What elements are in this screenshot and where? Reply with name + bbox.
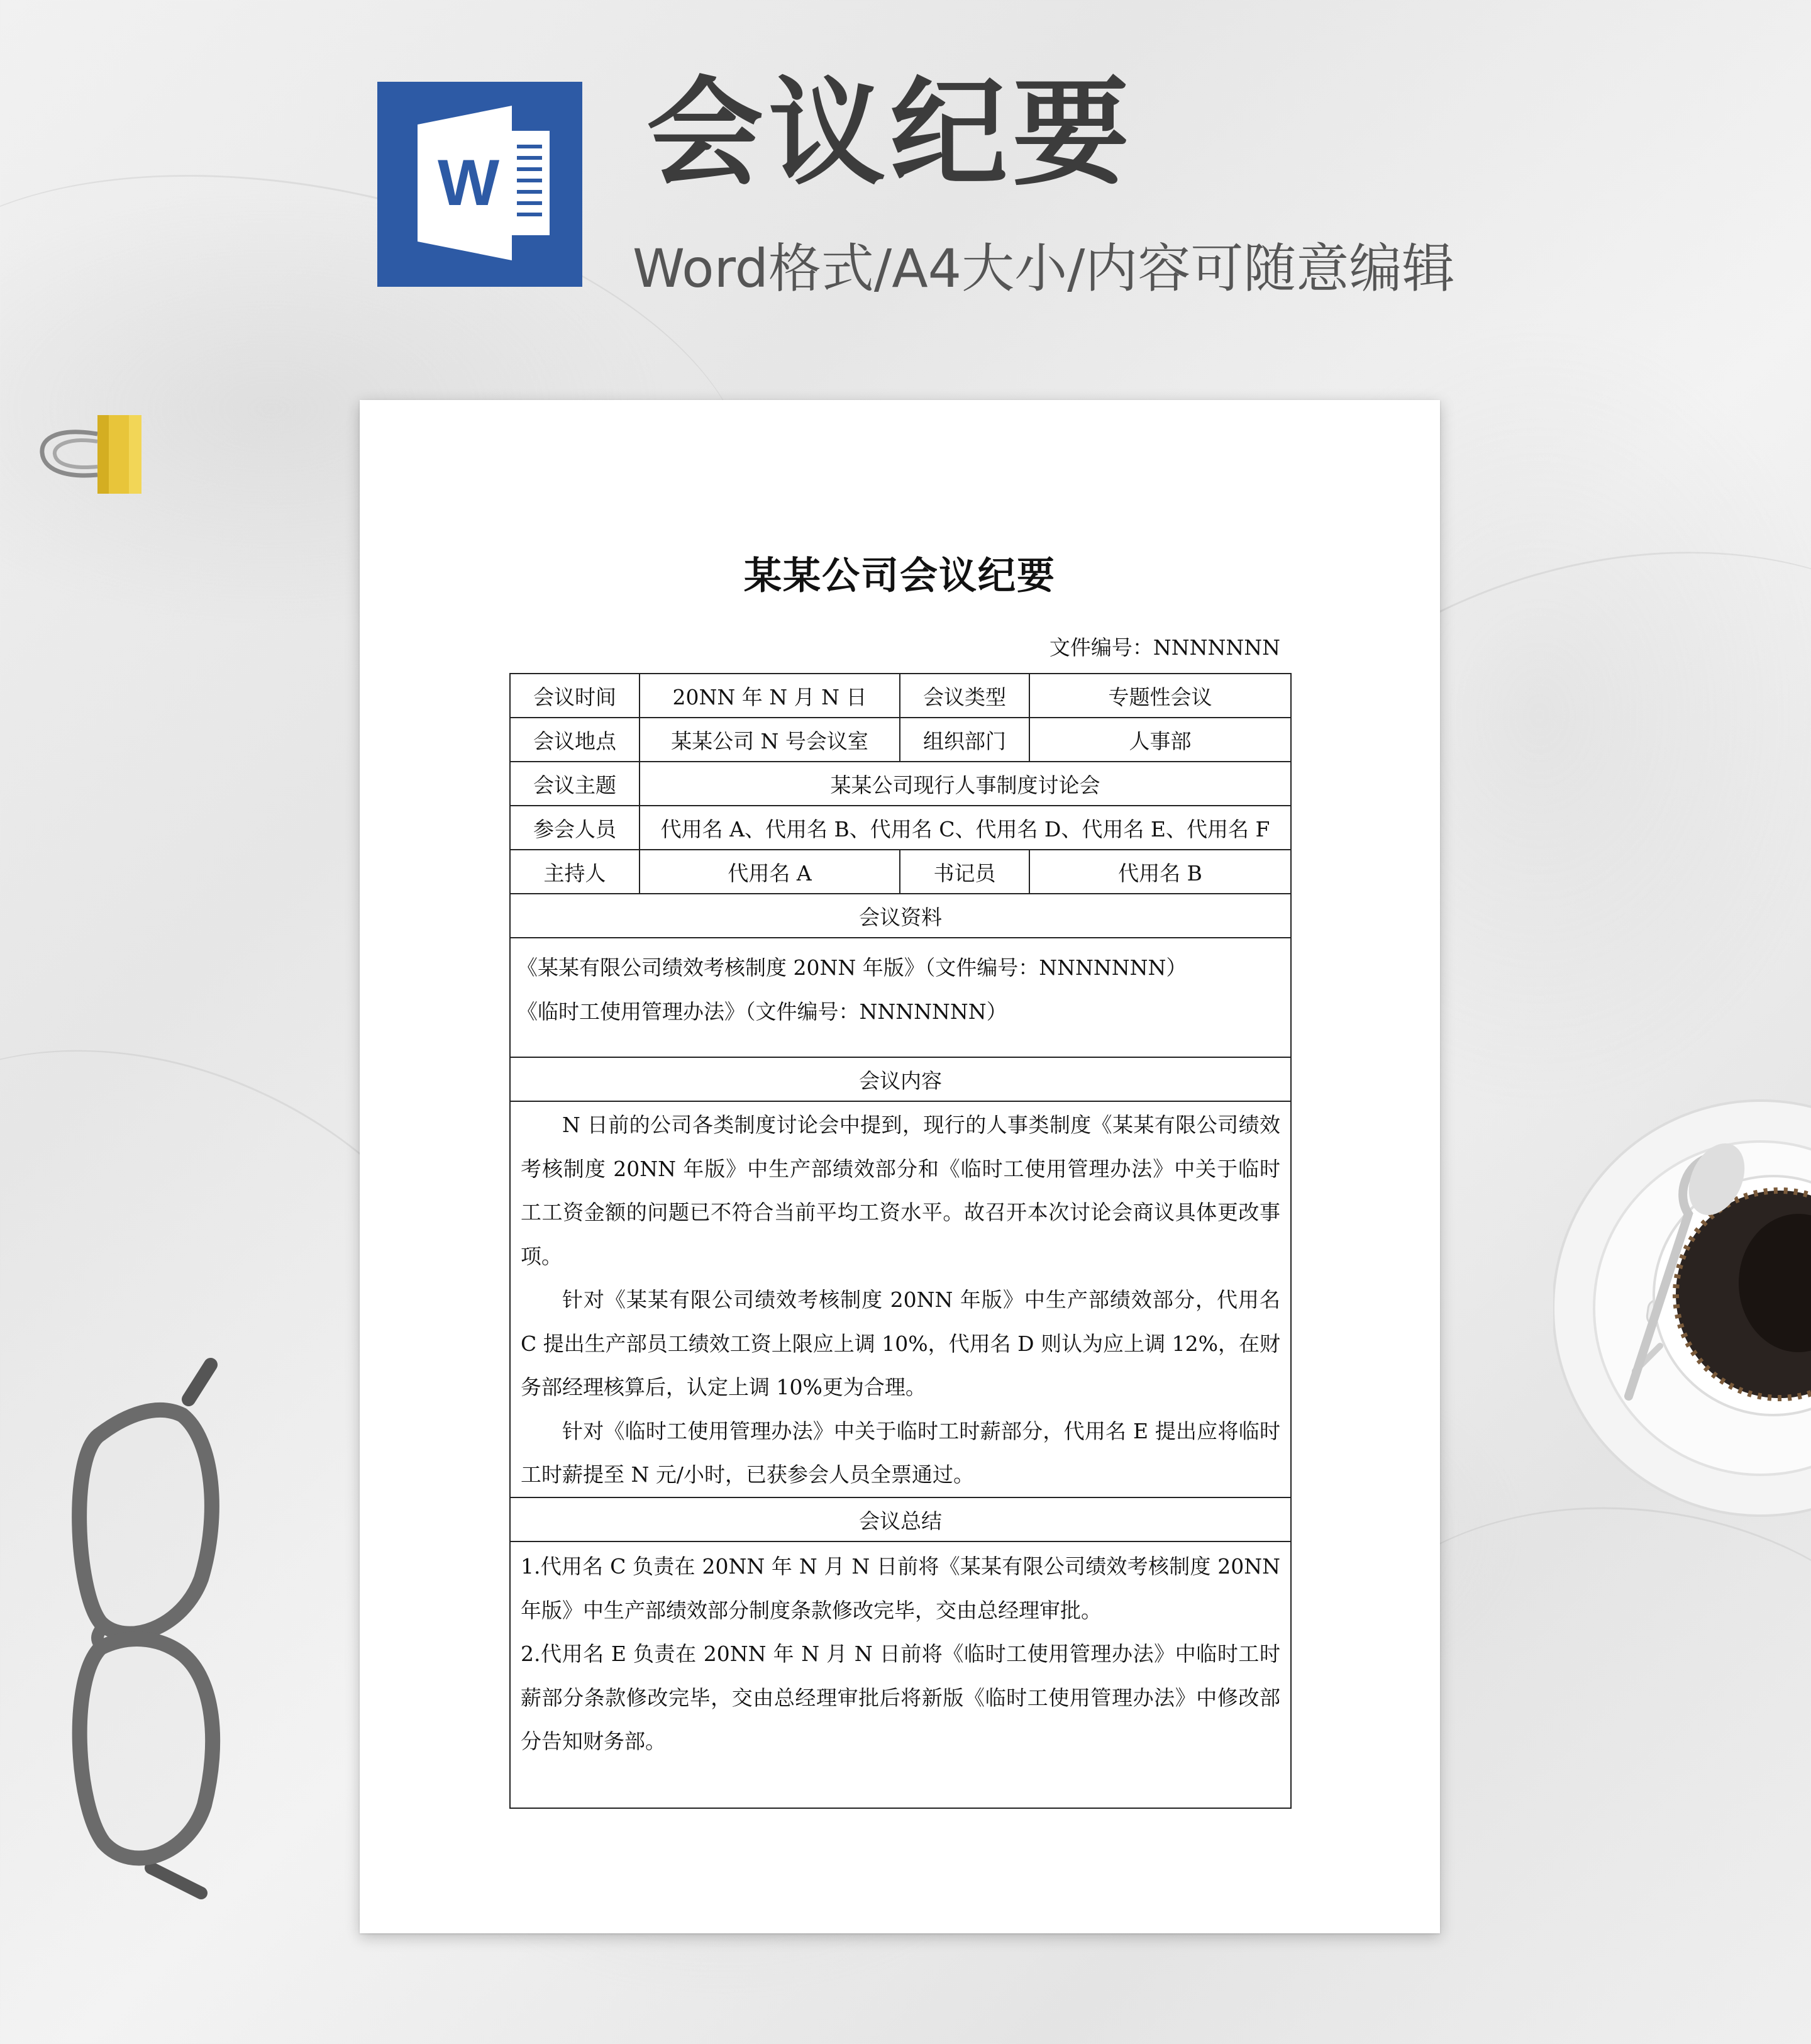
binder-clip-icon bbox=[35, 409, 148, 503]
content-cell bbox=[510, 1101, 1291, 1497]
materials-heading: 会议资料 bbox=[510, 894, 1291, 938]
table-row bbox=[510, 674, 1291, 718]
content-paragraph: 针对《临时工使用管理办法》中关于临时工时薪部分，代用名 E 提出应将临时工时薪提至 N 元/小时，已获参会人员全票通过。 bbox=[521, 1418, 1280, 1487]
recorder-label: 书记员 bbox=[900, 850, 1029, 894]
time-label: 会议时间 bbox=[510, 674, 640, 718]
table-row bbox=[510, 1101, 1291, 1497]
word-icon bbox=[377, 82, 582, 287]
org-value: 人事部 bbox=[1029, 718, 1291, 762]
document-page bbox=[360, 400, 1440, 1933]
type-label: 会议类型 bbox=[900, 674, 1029, 718]
table-row bbox=[510, 850, 1291, 894]
table-row bbox=[510, 894, 1291, 938]
table-row bbox=[510, 1497, 1291, 1541]
minutes-table bbox=[509, 673, 1290, 1809]
host-label: 主持人 bbox=[510, 850, 640, 894]
summary-item: 2.代用名 E 负责在 20NN 年 N 月 N 日前将《临时工使用管理办法》中临时工时薪部分条款修改完毕，交由总经理审批后将新版《临时工使用管理办法》中修改部分告知财务部。 bbox=[521, 1641, 1280, 1753]
table-row bbox=[510, 806, 1291, 850]
org-label: 组织部门 bbox=[900, 718, 1029, 762]
materials-cell bbox=[510, 938, 1291, 1057]
word-document-icon bbox=[405, 106, 555, 260]
file-number: 文件编号：NNNNNNN bbox=[1049, 635, 1280, 660]
table-row bbox=[510, 1057, 1291, 1101]
material-item: 《临时工使用管理办法》（文件编号：NNNNNNN） bbox=[517, 999, 1007, 1024]
page-subtitle: Word格式/A4大小/内容可随意编辑 bbox=[633, 238, 1455, 299]
time-value: 20NN 年 N 月 N 日 bbox=[640, 674, 900, 718]
attendees-label: 参会人员 bbox=[510, 806, 640, 850]
host-value: 代用名 A bbox=[640, 850, 900, 894]
summary-cell bbox=[510, 1541, 1291, 1808]
content-paragraph: N 日前的公司各类制度讨论会中提到，现行的人事类制度《某某有限公司绩效考核制度 20NN 年版》中生产部绩效部分和《临时工使用管理办法》中关于临时工工资金额的问题已不符合当前平均工资水平。故召开本次讨论会商议具体更改事项。 bbox=[521, 1113, 1280, 1269]
content-heading: 会议内容 bbox=[510, 1057, 1291, 1101]
summary-heading: 会议总结 bbox=[510, 1497, 1291, 1541]
material-item: 《某某有限公司绩效考核制度 20NN 年版》（文件编号：NNNNNNN） bbox=[517, 955, 1187, 980]
summary-item: 1.代用名 C 负责在 20NN 年 N 月 N 日前将《某某有限公司绩效考核制度 20NN 年版》中生产部绩效部分制度条款修改完毕，交由总经理审批。 bbox=[521, 1554, 1280, 1623]
table-row bbox=[510, 1541, 1291, 1808]
table-row bbox=[510, 762, 1291, 806]
document-title: 某某公司会议纪要 bbox=[744, 554, 1056, 598]
topic-value: 某某公司现行人事制度讨论会 bbox=[640, 762, 1291, 806]
recorder-value: 代用名 B bbox=[1029, 850, 1291, 894]
place-value: 某某公司 N 号会议室 bbox=[640, 718, 900, 762]
topic-label: 会议主题 bbox=[510, 762, 640, 806]
content-paragraph: 针对《某某有限公司绩效考核制度 20NN 年版》中生产部绩效部分，代用名 C 提出生产部员工绩效工资上限应上调 10%，代用名 D 则认为应上调 12%，在财务部经理核算后，认定上调 10%更为合理。 bbox=[521, 1287, 1280, 1399]
type-value: 专题性会议 bbox=[1029, 674, 1291, 718]
table-row bbox=[510, 718, 1291, 762]
page-title: 会议纪要 bbox=[646, 65, 1135, 201]
svg-text:W: W bbox=[438, 147, 500, 219]
place-label: 会议地点 bbox=[510, 718, 640, 762]
coffee-cup-icon bbox=[1553, 1094, 1811, 1522]
attendees-value: 代用名 A、代用名 B、代用名 C、代用名 D、代用名 E、代用名 F bbox=[640, 806, 1291, 850]
eyeglasses-icon bbox=[57, 1352, 245, 1899]
table-row bbox=[510, 938, 1291, 1057]
